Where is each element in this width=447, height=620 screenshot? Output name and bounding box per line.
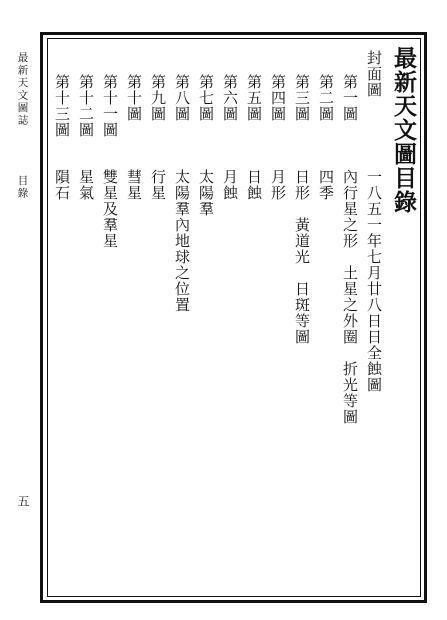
- toc-desc: 一八五一年七月廿八日日全蝕圖: [365, 169, 383, 393]
- toc-label: 第二圖: [317, 74, 335, 122]
- toc-label: 第四圖: [269, 74, 287, 122]
- toc-desc: 彗星: [125, 169, 143, 201]
- toc-desc: 隕石: [53, 169, 71, 201]
- toc-label: 第七圖: [197, 74, 215, 122]
- toc-label: 第十二圖: [77, 74, 95, 138]
- toc-desc: 內行星之形 土星之外圈 折光等圖: [341, 169, 359, 425]
- toc-desc: 日蝕: [245, 169, 263, 201]
- margin-section-label: 目錄: [16, 175, 29, 200]
- toc-label: 第十三圖: [53, 74, 71, 138]
- toc-label: 第一圖: [341, 74, 359, 122]
- toc-desc: 月形: [269, 169, 287, 201]
- toc-desc: 太陽羣內地球之位置: [173, 169, 191, 313]
- toc-label: 第五圖: [245, 74, 263, 122]
- toc-label: 第三圖: [293, 74, 311, 122]
- toc-label: 第八圖: [173, 74, 191, 122]
- toc-label: 第十圖: [125, 74, 143, 122]
- toc-label: 第六圖: [221, 74, 239, 122]
- toc-desc: 日形 黃道光 日斑等圖: [293, 169, 311, 345]
- toc-desc: 行星: [149, 169, 167, 201]
- toc-label: 第十一圖: [101, 74, 119, 138]
- page-number: 五: [16, 495, 30, 507]
- toc-desc: 四季: [317, 169, 335, 201]
- toc-desc: 月蝕: [221, 169, 239, 201]
- toc-desc: 星氣: [77, 169, 95, 201]
- page-title: 最新天文圖目錄: [390, 46, 417, 214]
- toc-label: 第九圖: [149, 74, 167, 122]
- toc-label: 封面圖: [365, 50, 383, 98]
- toc-desc: 雙星及羣星: [101, 169, 119, 249]
- toc-desc: 太陽羣: [197, 169, 215, 217]
- margin-book-title: 最新天文圖誌: [16, 52, 29, 127]
